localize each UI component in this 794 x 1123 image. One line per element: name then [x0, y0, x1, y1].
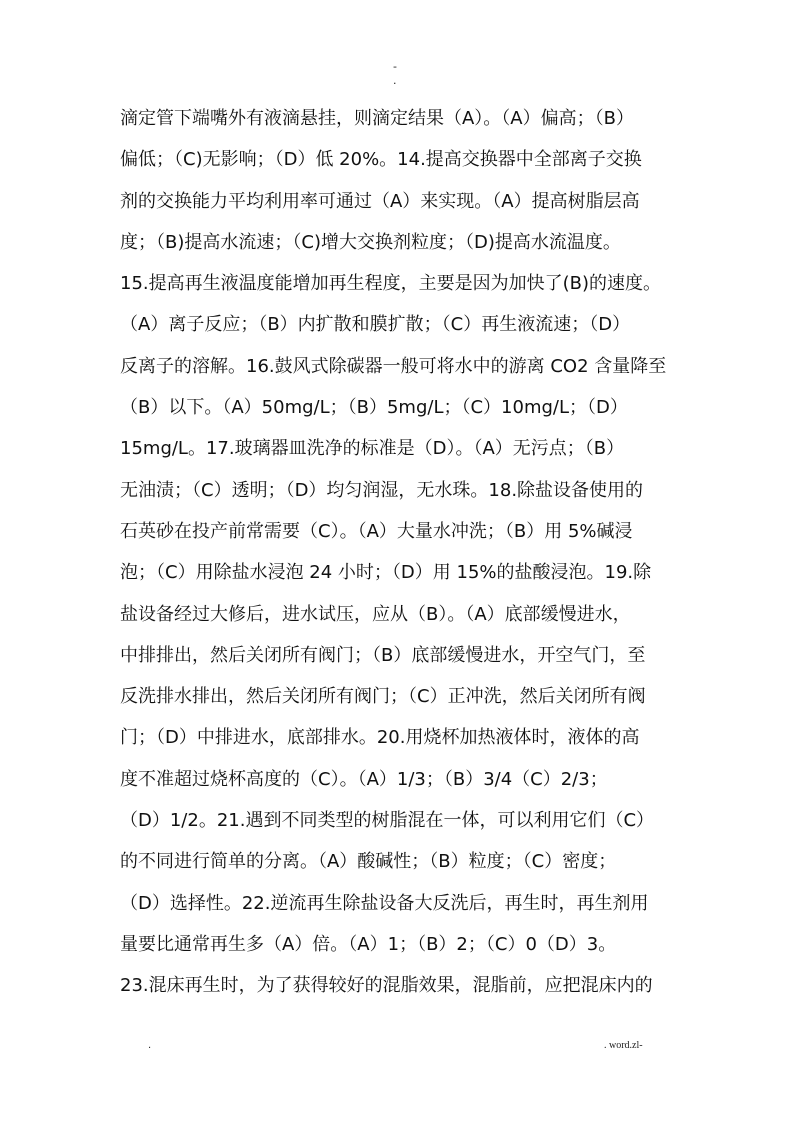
document-body: [120, 98, 680, 1007]
text-line: 石英砂在投产前常需要（C）。（A）大量水冲洗；（B）用 5%碱浸: [120, 520, 633, 542]
text-line: 15.提高再生液温度能增加再生程度，主要是因为加快了(B)的速度。: [120, 273, 662, 295]
text-line: （B）以下。（A）50mg/L；（B）5mg/L；（C）10mg/L；（D）: [120, 397, 628, 419]
text-line: 量要比通常再生多（A）倍。（A）1；（B）2；（C）0（D）3。: [120, 933, 617, 955]
text-line: 中排排出，然后关闭所有阀门；（B）底部缓慢进水，开空气门，至: [120, 644, 646, 666]
text-line: 度；（B)提高水流速；（C)增大交换剂粒度；（D)提高水流温度。: [120, 231, 621, 253]
text-line: 剂的交换能力平均利用率可通过（A）来实现。（A）提高树脂层高: [120, 190, 640, 212]
text-line: 度不准超过烧杯高度的（C）。（A）1/3；（B）3/4（C）2/3；: [120, 768, 608, 790]
text-line: （D）选择性。22.逆流再生除盐设备大反洗后，再生时，再生剂用: [120, 892, 649, 914]
text-line: （A）离子反应；（B）内扩散和膜扩散；（C）再生液流速；（D）: [120, 314, 631, 336]
text-line: 反离子的溶解。16.鼓风式除碳器一般可将水中的游离 CO2 含量降至: [120, 355, 667, 377]
footer-source-mark: . word.zl-: [604, 1040, 643, 1051]
footer-left-mark: .: [148, 1040, 152, 1051]
text-line: 滴定管下端嘴外有液滴悬挂，则滴定结果（A）。（A）偏高；（B）: [120, 108, 634, 129]
text-line: 反洗排水排出，然后关闭所有阀门；（C）正冲洗，然后关闭所有阀: [120, 686, 646, 708]
text-line: 偏低；（C)无影响；（D）低 20%。14.提高交换器中全部离子交换: [120, 149, 642, 171]
text-line: 盐设备经过大修后，进水试压，应从（B）。（A）底部缓慢进水，: [120, 603, 631, 625]
text-line: 泡；（C）用除盐水浸泡 24 小时；（D）用 15%的盐酸浸泡。19.除: [120, 562, 652, 584]
text-line: （D）1/2。21.遇到不同类型的树脂混在一体，可以利用它们（C）: [120, 810, 655, 832]
text-line: 15mg/L。17.玻璃器皿洗净的标准是（D）。（A）无污点；（B）: [120, 438, 625, 460]
text-line: 无油渍；（C）透明；（D）均匀润湿，无水珠。18.除盐设备使用的: [120, 479, 644, 501]
text-line: 门；（D）中排进水，底部排水。20.用烧杯加热液体时，液体的高: [120, 727, 640, 749]
header-mark: - .: [393, 60, 397, 87]
text-line: 的不同进行简单的分离。（A）酸碱性；（B）粒度；（C）密度；: [120, 851, 617, 873]
text-line: 23.混床再生时，为了获得较好的混脂效果，混脂前，应把混床内的: [120, 975, 653, 997]
